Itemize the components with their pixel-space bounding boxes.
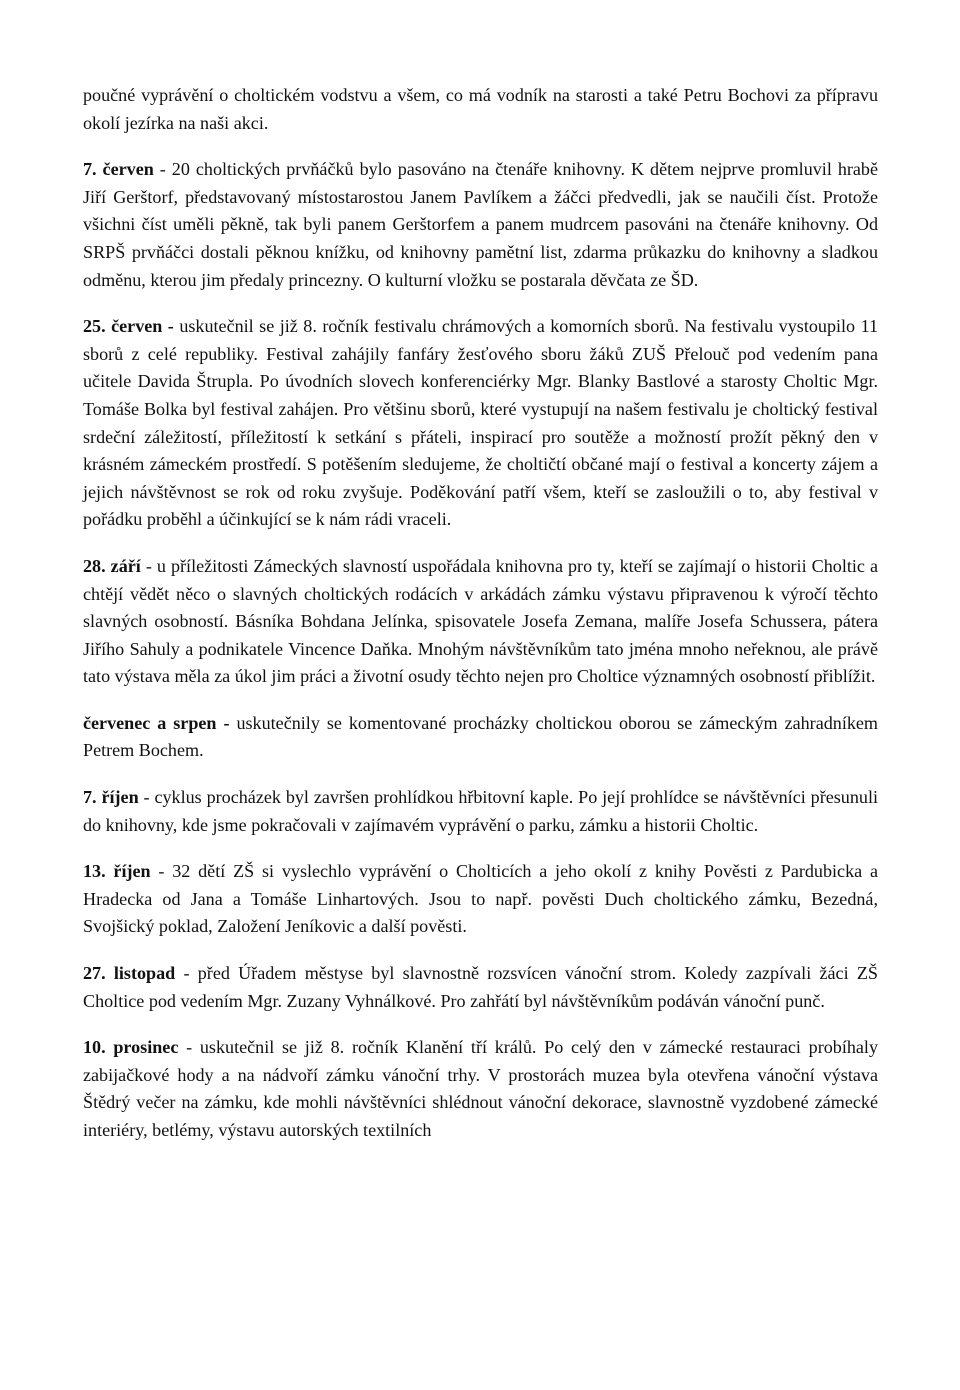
date-heading: 10. prosinec <box>83 1037 179 1058</box>
paragraph-september-28 <box>83 553 878 691</box>
paragraph-july-august <box>83 710 878 765</box>
paragraph-november-27 <box>83 960 878 1015</box>
paragraph-october-7 <box>83 784 878 839</box>
paragraph-text: poučné vyprávění o choltickém vodstvu a všem, co má vodník na starosti a také Petru Bochovi za přípravu okolí jezírka na naši akci. <box>83 85 878 133</box>
paragraph-text: - 20 choltických prvňáčků bylo pasováno na čtenáře knihovny. K dětem nejprve promluvil hrabě Jiří Gerštorf, představovaný místostarostou Janem Pavlíkem a žáčci předvedli, jak se naučili číst. Protože všichni číst uměli pěkně, tak byli panem Gerštorfem a panem mudrcem pasováni na čtenáře knihovny. Od SRPŠ prvňáčci dostali pěknou knížku, od knihovny pamětní list, zdarma průkazku do knihovny a sladkou odměnu, kterou jim předaly princezny. O kulturní vložku se postarala děvčata ze ŠD. <box>83 159 879 290</box>
date-heading: 7. červen <box>83 159 154 180</box>
document-page <box>83 82 878 1164</box>
paragraph-text: uskutečnil se již 8. ročník festivalu chrámových a komorních sborů. Na festivalu vystoupilo 11 sborů z celé republiky. Festival zahájily fanfáry žesťového sboru žáků ZUŠ Přelouč pod vedením pana učitele Davida Štrupla. Po úvodních slovech konferenciérky Mgr. Blanky Bastlové a starosty Choltic Mgr. Tomáše Bolka byl festival zahájen. Pro většinu sborů, které vystupují na našem festivalu je choltický festival srdeční záležitostí, příležitostí k setkání s přáteli, inspirací pro soutěže a možností prožít pěkný den v krásném zámeckém prostředí. S potěšením sledujeme, že choltičtí občané mají o festival a koncerty zájem a jejich návštěvnost se rok od roku zvyšuje. Poděkování patří všem, kteří se zasloužili o to, aby festival v pořádku proběhl a účinkující se k nám rádi vraceli. <box>83 316 878 530</box>
paragraph-text: - cyklus procházek byl završen prohlídkou hřbitovní kaple. Po její prohlídce se návštěvníci přesunuli do knihovny, kde jsme pokračovali v zajímavém vyprávění o parku, zámku a historii Choltic. <box>83 787 878 835</box>
paragraph-text: - u příležitosti Zámeckých slavností uspořádala knihovna pro ty, kteří se zajímají o historii Choltic a chtějí vědět něco o slavných choltických rodácích v arkádách zámku výstavu připravenou k výročí těchto slavných osobností. Básníka Bohdana Jelínka, spisovatele Josefa Zemana, malíře Josefa Schussera, pátera Jiřího Sahuly a podnikatele Vincence Daňka. Mnohým návštěvníkům tato jména mnoho neřeknou, ale právě tato výstava měla za úkol jim práci a životní osudy těchto nejen pro Choltice významných osobností přiblížit. <box>83 555 878 687</box>
paragraph-june-7 <box>83 156 878 294</box>
paragraph-text: - 32 dětí ZŠ si vyslechlo vyprávění o Cholticích a jeho okolí z knihy Pověsti z Pardubicka a Hradecka od Jana a Tomáše Linhartových. Jsou to např. pověsti Duch choltického zámku, Bezedná, Svojšický poklad, Založení Jeníkovic a další pověsti. <box>83 861 878 937</box>
paragraph-text: - před Úřadem městyse byl slavnostně rozsvícen vánoční strom. Koledy zazpívali žáci ZŠ Choltice pod vedením Mgr. Zuzany Vyhnálkové. Pro zahřátí byl návštěvníkům podáván vánoční punč. <box>83 963 878 1011</box>
paragraph-december-10 <box>83 1034 878 1144</box>
paragraph-intro-continuation <box>83 82 878 137</box>
date-heading: 25. červen - <box>83 316 174 337</box>
paragraph-october-13 <box>83 858 878 941</box>
paragraph-text: uskutečnily se komentované procházky choltickou oborou se zámeckým zahradníkem Petrem Bochem. <box>83 712 879 761</box>
date-heading: červenec a srpen - <box>83 712 230 733</box>
date-heading: 13. říjen <box>83 861 151 882</box>
date-heading: 7. říjen <box>83 787 139 808</box>
date-heading: 27. listopad <box>83 963 176 984</box>
paragraph-june-25 <box>83 313 878 534</box>
date-heading: 28. září <box>83 555 141 576</box>
paragraph-text: - uskutečnil se již 8. ročník Klanění tří králů. Po celý den v zámecké restauraci probíhaly zabijačkové hody a na nádvoří zámku vánoční trhy. V prostorách muzea byla otevřena vánoční výstava Štědrý večer na zámku, kde mohli návštěvníci shlédnout vánoční dekorace, slavnostně vyzdobené zámecké interiéry, betlémy, výstavu autorských textilních <box>83 1037 878 1140</box>
